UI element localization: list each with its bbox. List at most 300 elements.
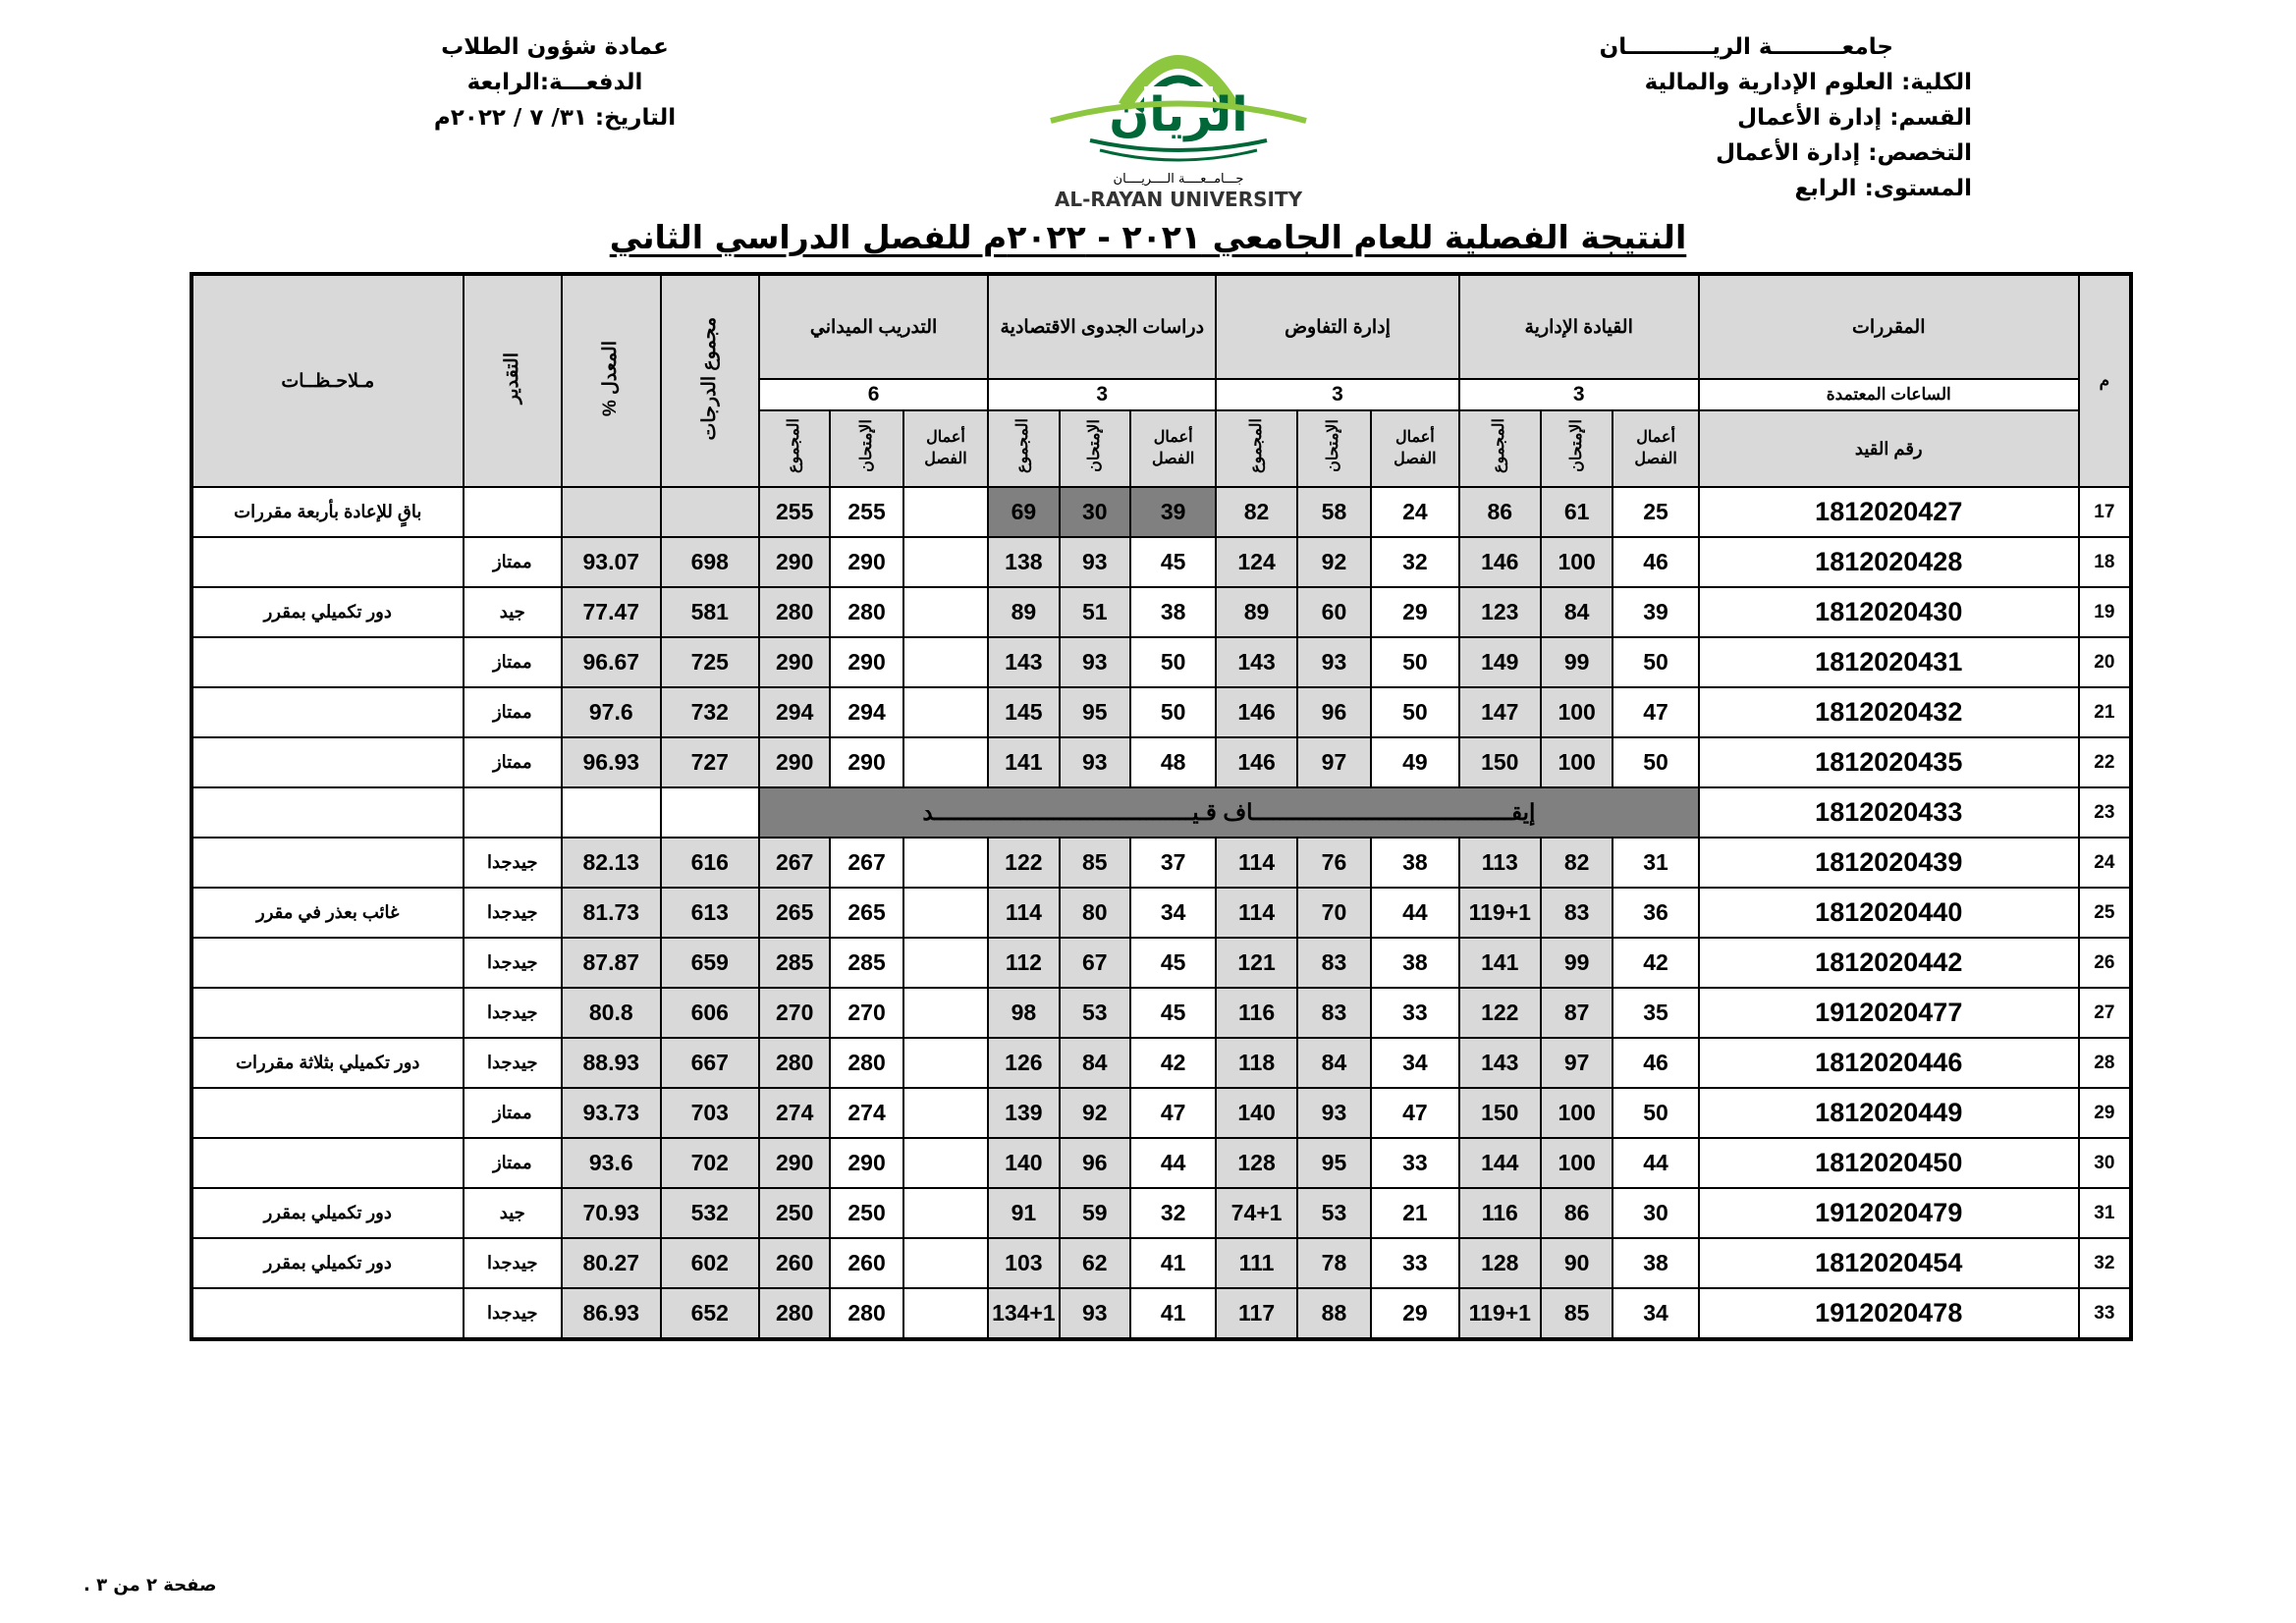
course-3-exam: 95 [1060, 687, 1130, 737]
row-index: 29 [2079, 1088, 2131, 1138]
course-4-name: التدريب الميداني [759, 274, 988, 379]
course-2-work: 44 [1371, 888, 1458, 938]
col-sum-header: مجموع الدرجات [661, 274, 760, 487]
course-2-exam: 92 [1297, 537, 1371, 587]
course-3-total: 114 [988, 888, 1059, 938]
grade-cell: ممتاز [464, 1088, 563, 1138]
registration-number: 1812020427 [1699, 487, 2079, 537]
course-1-total: 122 [1459, 988, 1541, 1038]
course-4-total: 290 [759, 637, 830, 687]
sum-cell: 659 [661, 938, 760, 988]
registration-number: 1812020440 [1699, 888, 2079, 938]
header-right [1600, 29, 1972, 206]
course-1-total: 119+1 [1459, 888, 1541, 938]
course-4-total: 267 [759, 838, 830, 888]
course-3-total: 141 [988, 737, 1059, 787]
row-index: 18 [2079, 537, 2131, 587]
course-2-work: 33 [1371, 988, 1458, 1038]
course-2-exam-header: الإمتحان [1297, 410, 1371, 487]
note-cell [191, 938, 464, 988]
registration-number: 1812020442 [1699, 938, 2079, 988]
course-4-work [903, 537, 988, 587]
course-1-work: 44 [1613, 1138, 1698, 1188]
table-row [191, 537, 2131, 587]
course-3-work-header: أعمال الفصل [1130, 410, 1216, 487]
grade-cell: جيدجدا [464, 938, 563, 988]
course-2-exam: 70 [1297, 888, 1371, 938]
course-2-work: 21 [1371, 1188, 1458, 1238]
course-2-total: 74+1 [1216, 1188, 1296, 1238]
course-4-total: 285 [759, 938, 830, 988]
rate-cell: 96.67 [562, 637, 661, 687]
course-4-work [903, 988, 988, 1038]
table-row [191, 487, 2131, 537]
course-3-exam: 84 [1060, 1038, 1130, 1088]
course-2-work: 33 [1371, 1238, 1458, 1288]
course-2-exam: 78 [1297, 1238, 1371, 1288]
grade-cell: جيدجدا [464, 888, 563, 938]
rate-cell [562, 787, 661, 838]
sum-cell [661, 487, 760, 537]
course-2-work: 32 [1371, 537, 1458, 587]
logo-arabic-text: الريان [1109, 87, 1248, 142]
course-2-exam: 97 [1297, 737, 1371, 787]
university-logo [1031, 27, 1326, 214]
suspended-label: إيقـــــــــــــــــــــــــــــــــــــــاف قـيـــــــــــــــــــــــــــــــــــــــد [759, 787, 1699, 838]
course-1-exam: 84 [1541, 587, 1613, 637]
row-index: 27 [2079, 988, 2131, 1038]
course-3-total: 89 [988, 587, 1059, 637]
course-1-work: 36 [1613, 888, 1698, 938]
course-4-work [903, 1238, 988, 1288]
course-4-total: 280 [759, 587, 830, 637]
course-3-work: 47 [1130, 1088, 1216, 1138]
course-1-total: 128 [1459, 1238, 1541, 1288]
sum-cell: 613 [661, 888, 760, 938]
table-row [191, 1138, 2131, 1188]
course-2-work: 29 [1371, 587, 1458, 637]
grade-cell: ممتاز [464, 1138, 563, 1188]
course-1-total: 119+1 [1459, 1288, 1541, 1339]
course-4-total: 274 [759, 1088, 830, 1138]
course-2-total: 114 [1216, 888, 1296, 938]
course-4-total: 250 [759, 1188, 830, 1238]
course-2-total: 118 [1216, 1038, 1296, 1088]
course-3-exam: 53 [1060, 988, 1130, 1038]
sum-cell: 532 [661, 1188, 760, 1238]
course-1-total: 150 [1459, 1088, 1541, 1138]
course-2-work: 38 [1371, 938, 1458, 988]
course-4-exam: 255 [830, 487, 902, 537]
grade-cell [464, 487, 563, 537]
sum-cell: 667 [661, 1038, 760, 1088]
registration-number: 1812020430 [1699, 587, 2079, 637]
note-cell: دور تكميلي بمقرر [191, 1238, 464, 1288]
course-1-work: 46 [1613, 1038, 1698, 1088]
course-2-exam: 83 [1297, 938, 1371, 988]
course-1-exam: 100 [1541, 737, 1613, 787]
course-1-work: 50 [1613, 737, 1698, 787]
batch-line: الدفعـــة:الرابعة [466, 70, 643, 95]
note-cell [191, 787, 464, 838]
rate-cell: 86.93 [562, 1288, 661, 1339]
course-1-work: 35 [1613, 988, 1698, 1038]
note-cell [191, 838, 464, 888]
course-4-total: 255 [759, 487, 830, 537]
course-4-total-header: المجموع [759, 410, 830, 487]
course-4-work [903, 938, 988, 988]
col-rate-header: المعدل % [562, 274, 661, 487]
course-3-name: دراسات الجدوى الاقتصادية [988, 274, 1216, 379]
course-3-work: 32 [1130, 1188, 1216, 1238]
course-4-work [903, 1188, 988, 1238]
registration-number: 1812020449 [1699, 1088, 2079, 1138]
registration-number: 1812020446 [1699, 1038, 2079, 1088]
table-row [191, 1188, 2131, 1238]
course-4-exam: 290 [830, 537, 902, 587]
course-1-work: 30 [1613, 1188, 1698, 1238]
registration-number: 1812020431 [1699, 637, 2079, 687]
course-4-exam: 260 [830, 1238, 902, 1288]
course-2-total: 128 [1216, 1138, 1296, 1188]
course-1-name: القيادة الإدارية [1459, 274, 1699, 379]
course-4-total: 290 [759, 1138, 830, 1188]
row-index: 31 [2079, 1188, 2131, 1238]
course-3-work: 45 [1130, 938, 1216, 988]
course-3-work: 48 [1130, 737, 1216, 787]
registration-number: 1912020477 [1699, 988, 2079, 1038]
course-1-work: 47 [1613, 687, 1698, 737]
course-1-exam: 83 [1541, 888, 1613, 938]
course-2-exam: 93 [1297, 637, 1371, 687]
course-3-total: 98 [988, 988, 1059, 1038]
course-4-total: 290 [759, 537, 830, 587]
course-1-exam: 86 [1541, 1188, 1613, 1238]
course-4-work [903, 1288, 988, 1339]
rate-cell: 93.6 [562, 1138, 661, 1188]
course-2-name: إدارة التفاوض [1216, 274, 1458, 379]
course-2-work: 24 [1371, 487, 1458, 537]
course-2-work-header: أعمال الفصل [1371, 410, 1458, 487]
course-3-exam: 51 [1060, 587, 1130, 637]
logo-english-text: AL-RAYAN UNIVERSITY [1054, 188, 1303, 211]
course-2-work: 34 [1371, 1038, 1458, 1088]
grade-cell: جيد [464, 1188, 563, 1238]
grade-cell: ممتاز [464, 687, 563, 737]
registration-number: 1812020432 [1699, 687, 2079, 737]
course-4-exam: 280 [830, 587, 902, 637]
table-row [191, 687, 2131, 737]
table-row [191, 637, 2131, 687]
course-3-work: 50 [1130, 687, 1216, 737]
registration-number: 1812020428 [1699, 537, 2079, 587]
course-2-total: 111 [1216, 1238, 1296, 1288]
note-cell: دور تكميلي بمقرر [191, 1188, 464, 1238]
grade-cell [464, 787, 563, 838]
sum-cell: 652 [661, 1288, 760, 1339]
course-3-work: 37 [1130, 838, 1216, 888]
course-2-total: 146 [1216, 687, 1296, 737]
col-hours-header: الساعات المعتمدة [1699, 379, 2079, 410]
course-4-exam: 285 [830, 938, 902, 988]
course-4-work [903, 637, 988, 687]
registration-number: 1812020439 [1699, 838, 2079, 888]
course-3-total: 140 [988, 1138, 1059, 1188]
course-4-work [903, 1038, 988, 1088]
rate-cell: 97.6 [562, 687, 661, 737]
course-3-total: 69 [988, 487, 1059, 537]
rate-cell: 96.93 [562, 737, 661, 787]
sum-cell: 727 [661, 737, 760, 787]
course-3-exam: 30 [1060, 487, 1130, 537]
course-2-exam: 58 [1297, 487, 1371, 537]
sum-cell: 606 [661, 988, 760, 1038]
course-1-total-header: المجموع [1459, 410, 1541, 487]
results-table [190, 272, 2133, 1341]
course-3-exam-header: الإمتحان [1060, 410, 1130, 487]
course-2-work: 29 [1371, 1288, 1458, 1339]
grade-cell: جيدجدا [464, 988, 563, 1038]
course-3-work: 45 [1130, 988, 1216, 1038]
course-2-exam: 60 [1297, 587, 1371, 637]
college-line: الكلية: العلوم الإدارية والمالية [1644, 70, 1972, 95]
course-1-work: 42 [1613, 938, 1698, 988]
course-3-total: 112 [988, 938, 1059, 988]
course-3-work: 44 [1130, 1138, 1216, 1188]
course-3-work: 38 [1130, 587, 1216, 637]
registration-number: 1912020479 [1699, 1188, 2079, 1238]
course-4-exam: 270 [830, 988, 902, 1038]
course-4-work [903, 587, 988, 637]
row-index: 19 [2079, 587, 2131, 637]
course-4-work [903, 888, 988, 938]
course-3-total: 138 [988, 537, 1059, 587]
course-2-exam: 84 [1297, 1038, 1371, 1088]
course-1-exam: 100 [1541, 1088, 1613, 1138]
course-4-work-header: أعمال الفصل [903, 410, 988, 487]
course-3-exam: 85 [1060, 838, 1130, 888]
course-1-work-header: أعمال الفصل [1613, 410, 1698, 487]
registration-number: 1812020450 [1699, 1138, 2079, 1188]
course-1-total: 113 [1459, 838, 1541, 888]
row-index: 24 [2079, 838, 2131, 888]
course-4-exam: 280 [830, 1288, 902, 1339]
rate-cell [562, 487, 661, 537]
grade-cell: ممتاز [464, 737, 563, 787]
row-index: 21 [2079, 687, 2131, 737]
logo-arabic-small: جـــامــعــــة الــــريــــان [1113, 172, 1244, 187]
course-3-exam: 93 [1060, 537, 1130, 587]
course-3-exam: 93 [1060, 637, 1130, 687]
table-row [191, 1038, 2131, 1088]
registration-number: 1812020433 [1699, 787, 2079, 838]
rate-cell: 70.93 [562, 1188, 661, 1238]
course-1-work: 50 [1613, 1088, 1698, 1138]
course-4-exam: 250 [830, 1188, 902, 1238]
registration-number: 1812020435 [1699, 737, 2079, 787]
grade-cell: ممتاز [464, 637, 563, 687]
course-2-total: 124 [1216, 537, 1296, 587]
note-cell: دور تكميلي بمقرر [191, 587, 464, 637]
course-3-total: 143 [988, 637, 1059, 687]
col-notes-header: مـلاحـظــات [191, 274, 464, 487]
row-index: 17 [2079, 487, 2131, 537]
course-1-exam: 100 [1541, 687, 1613, 737]
course-3-work: 50 [1130, 637, 1216, 687]
registration-number: 1812020454 [1699, 1238, 2079, 1288]
sum-cell: 602 [661, 1238, 760, 1288]
row-index: 30 [2079, 1138, 2131, 1188]
row-index: 26 [2079, 938, 2131, 988]
course-3-exam: 67 [1060, 938, 1130, 988]
course-2-exam: 95 [1297, 1138, 1371, 1188]
specialization-line: التخصص: إدارة الأعمال [1716, 140, 1972, 166]
course-1-exam: 100 [1541, 537, 1613, 587]
level-line: المستوى: الرابع [1794, 176, 1972, 201]
table-row [191, 888, 2131, 938]
registration-number: 1912020478 [1699, 1288, 2079, 1339]
course-4-exam: 265 [830, 888, 902, 938]
table-row [191, 838, 2131, 888]
course-2-hours: 3 [1216, 379, 1458, 410]
course-4-exam-header: الإمتحان [830, 410, 902, 487]
course-2-work: 49 [1371, 737, 1458, 787]
course-2-exam: 83 [1297, 988, 1371, 1038]
sum-cell: 581 [661, 587, 760, 637]
course-1-exam: 82 [1541, 838, 1613, 888]
course-1-total: 149 [1459, 637, 1541, 687]
course-4-work [903, 687, 988, 737]
page-title: النتيجة الفصلية للعام الجامعي ٢٠٢١ - ٢٠٢٢م للفصل الدراسي الثاني [609, 218, 1687, 256]
course-3-total: 126 [988, 1038, 1059, 1088]
course-1-exam: 100 [1541, 1138, 1613, 1188]
table-row [191, 737, 2131, 787]
course-2-exam: 96 [1297, 687, 1371, 737]
page-footer: صفحة ٢ من ٣ . [83, 1575, 217, 1596]
course-2-total-header: المجموع [1216, 410, 1296, 487]
row-index: 28 [2079, 1038, 2131, 1088]
course-1-work: 50 [1613, 637, 1698, 687]
grade-cell: ممتاز [464, 537, 563, 587]
course-3-work: 41 [1130, 1288, 1216, 1339]
sum-cell: 703 [661, 1088, 760, 1138]
course-4-exam: 267 [830, 838, 902, 888]
course-1-total: 144 [1459, 1138, 1541, 1188]
sum-cell [661, 787, 760, 838]
course-2-total: 116 [1216, 988, 1296, 1038]
course-4-exam: 290 [830, 737, 902, 787]
course-4-work [903, 487, 988, 537]
course-3-exam: 59 [1060, 1188, 1130, 1238]
course-3-total: 134+1 [988, 1288, 1059, 1339]
course-4-work [903, 737, 988, 787]
table-row [191, 1088, 2131, 1138]
course-1-total: 143 [1459, 1038, 1541, 1088]
course-3-work: 34 [1130, 888, 1216, 938]
course-2-total: 117 [1216, 1288, 1296, 1339]
university-name: جامعـــــــــة الريـــــــــــان [1599, 34, 1893, 60]
course-1-exam: 87 [1541, 988, 1613, 1038]
course-2-total: 82 [1216, 487, 1296, 537]
grade-cell: جيدجدا [464, 1238, 563, 1288]
table-row [191, 938, 2131, 988]
course-3-exam: 93 [1060, 737, 1130, 787]
course-2-work: 50 [1371, 637, 1458, 687]
course-1-hours: 3 [1459, 379, 1699, 410]
sum-cell: 702 [661, 1138, 760, 1188]
course-1-exam: 97 [1541, 1038, 1613, 1088]
rate-cell: 80.27 [562, 1238, 661, 1288]
col-grade-header: التقدير [464, 274, 563, 487]
course-1-total: 123 [1459, 587, 1541, 637]
note-cell: غائب بعذر في مقرر [191, 888, 464, 938]
course-1-work: 39 [1613, 587, 1698, 637]
course-4-total: 290 [759, 737, 830, 787]
row-index: 20 [2079, 637, 2131, 687]
row-index: 25 [2079, 888, 2131, 938]
sum-cell: 616 [661, 838, 760, 888]
course-4-work [903, 1088, 988, 1138]
course-3-exam: 96 [1060, 1138, 1130, 1188]
course-3-exam: 93 [1060, 1288, 1130, 1339]
course-1-total: 146 [1459, 537, 1541, 587]
course-1-work: 31 [1613, 838, 1698, 888]
course-4-total: 280 [759, 1288, 830, 1339]
col-courses-header: المقررات [1699, 274, 2079, 379]
course-4-hours: 6 [759, 379, 988, 410]
course-2-exam: 93 [1297, 1088, 1371, 1138]
table-row [191, 787, 2131, 838]
course-3-total: 139 [988, 1088, 1059, 1138]
note-cell [191, 1288, 464, 1339]
course-1-work: 38 [1613, 1238, 1698, 1288]
course-1-exam: 99 [1541, 938, 1613, 988]
note-cell [191, 988, 464, 1038]
course-1-exam: 90 [1541, 1238, 1613, 1288]
course-3-work: 42 [1130, 1038, 1216, 1088]
course-4-total: 280 [759, 1038, 830, 1088]
course-2-total: 146 [1216, 737, 1296, 787]
rate-cell: 93.73 [562, 1088, 661, 1138]
course-4-exam: 290 [830, 1138, 902, 1188]
header-left [422, 29, 687, 135]
course-2-work: 33 [1371, 1138, 1458, 1188]
course-1-exam: 99 [1541, 637, 1613, 687]
course-3-exam: 92 [1060, 1088, 1130, 1138]
course-1-total: 116 [1459, 1188, 1541, 1238]
rate-cell: 93.07 [562, 537, 661, 587]
course-2-work: 50 [1371, 687, 1458, 737]
rate-cell: 87.87 [562, 938, 661, 988]
course-3-total: 122 [988, 838, 1059, 888]
rate-cell: 81.73 [562, 888, 661, 938]
course-3-total: 145 [988, 687, 1059, 737]
note-cell [191, 1088, 464, 1138]
course-4-total: 260 [759, 1238, 830, 1288]
course-3-total-header: المجموع [988, 410, 1059, 487]
course-1-work: 25 [1613, 487, 1698, 537]
note-cell: باقٍ للإعادة بأربعة مقررات [191, 487, 464, 537]
grade-cell: جيدجدا [464, 1038, 563, 1088]
course-2-work: 47 [1371, 1088, 1458, 1138]
col-index-header: م [2079, 274, 2131, 487]
course-2-exam: 76 [1297, 838, 1371, 888]
table-row [191, 988, 2131, 1038]
course-2-total: 114 [1216, 838, 1296, 888]
row-index: 23 [2079, 787, 2131, 838]
course-1-exam: 61 [1541, 487, 1613, 537]
course-1-exam: 85 [1541, 1288, 1613, 1339]
